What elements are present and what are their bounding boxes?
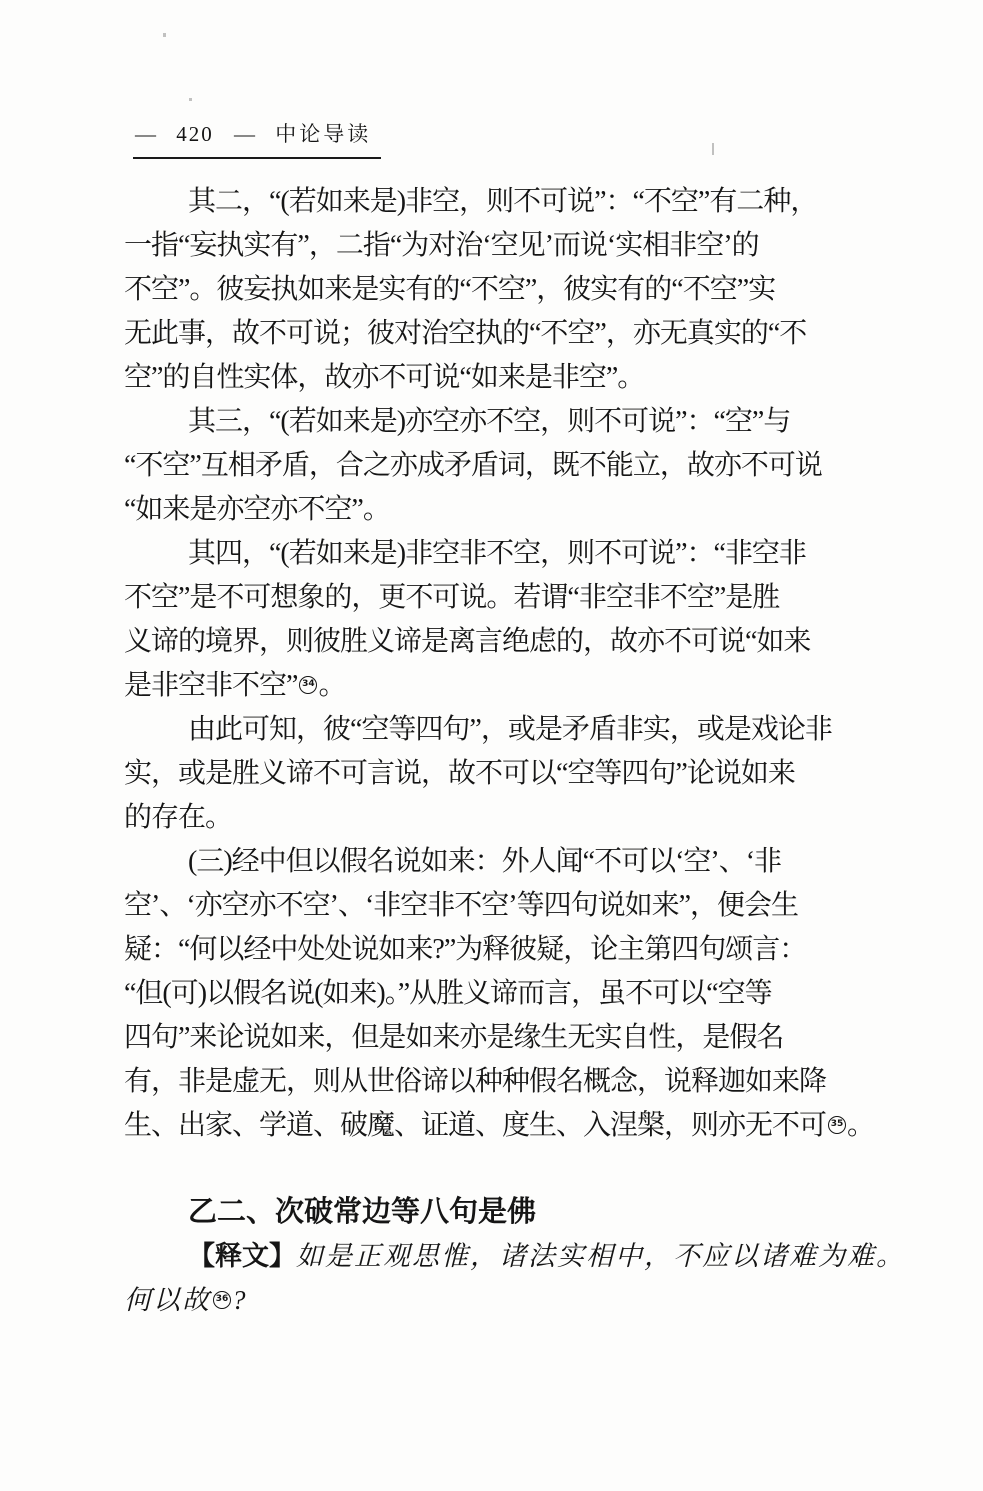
text-line: [124, 312, 894, 356]
text-segment: 何以故: [124, 1285, 211, 1315]
text-line: [124, 180, 894, 224]
text-line: [124, 972, 894, 1016]
text-segment: 。: [318, 670, 346, 701]
scan-speck: [189, 98, 192, 101]
text-segment: 实，或是胜义谛不可言说，故不可以“空等四句”论说如来: [124, 758, 795, 789]
text-segment: 。: [847, 1110, 875, 1141]
text-segment: “不空”互相矛盾，合之亦成矛盾词，既不能立，故亦不可说: [124, 450, 822, 481]
text-segment: 其三，“(若如来是)亦空亦不空，则不可说”：“空”与: [188, 406, 791, 437]
text-segment: 由此可知，彼“空等四句”，或是矛盾非实，或是戏论非: [188, 714, 832, 745]
text-line: [124, 444, 894, 488]
text-line: [124, 840, 894, 884]
text-segment: 【释文】: [188, 1241, 296, 1271]
text-segment: 义谛的境界，则彼胜义谛是离言绝虑的，故亦不可说“如来: [124, 626, 811, 657]
text-segment: (三)经中但以假名说如来：外人闻“不可以‘空’、‘非: [188, 846, 782, 877]
text-segment: 其二，“(若如来是)非空，则不可说”：“不空”有二种，: [188, 186, 818, 217]
text-segment: ?: [232, 1285, 248, 1315]
text-block: [124, 180, 905, 1322]
text-segment: 不空”是不可想象的，更不可说。若谓“非空非不空”是胜: [124, 582, 780, 613]
text-line: [124, 488, 894, 532]
text-line: [124, 1278, 894, 1322]
text-line: [124, 620, 894, 664]
text-line: [124, 268, 894, 312]
text-segment: 不空”。彼妄执如来是实有的“不空”，彼实有的“不空”实: [124, 274, 776, 305]
text-segment: 一指“妄执实有”，二指“为对治‘空见’而说‘实相非空’的: [124, 230, 759, 261]
header-dash-right: —: [234, 122, 255, 146]
text-line: [124, 532, 894, 576]
text-segment: 有，非是虚无，则从世俗谛以种种假名概念，说释迦如来降: [124, 1066, 827, 1097]
scan-speck: [712, 143, 714, 155]
section-heading: [124, 1190, 894, 1234]
footnote-ref: 34: [299, 676, 317, 694]
text-line: [124, 796, 894, 840]
text-segment: 的存在。: [124, 802, 233, 833]
text-line: [124, 224, 894, 268]
text-segment: 乙二、次破常边等八句是佛: [188, 1196, 537, 1228]
text-segment: 四句”来论说如来，但是如来亦是缘生无实自性，是假名: [124, 1022, 784, 1053]
text-segment: 空”的自性实体，故亦不可说“如来是非空”。: [124, 362, 645, 393]
page-number: 420: [176, 122, 214, 146]
footnote-ref: 35: [828, 1116, 846, 1134]
text-segment: 生、出家、学道、破魔、证道、度生、入涅槃，则亦无不可: [124, 1110, 827, 1141]
text-line: [124, 708, 894, 752]
text-segment: 疑：“何以经中处处说如来?”为释彼疑，论主第四句颂言：: [124, 934, 807, 965]
scan-speck: [163, 33, 166, 37]
book-title: 中论导读: [275, 122, 372, 146]
text-line: [124, 1060, 894, 1104]
text-segment: 无此事，故不可说；彼对治空执的“不空”，亦无真实的“不: [124, 318, 807, 349]
text-line: [124, 928, 894, 972]
text-segment: 其四，“(若如来是)非空非不空，则不可说”：“非空非: [188, 538, 806, 569]
text-line: [124, 884, 894, 928]
text-line: [124, 576, 894, 620]
text-line: [124, 400, 894, 444]
text-segment: 是非空非不空”: [124, 670, 298, 701]
text-line: [124, 752, 894, 796]
text-segment: “但(可)以假名说(如来)。”从胜义谛而言，虽不可以“空等: [124, 978, 772, 1009]
running-head: [133, 118, 381, 159]
footnote-ref: 36: [213, 1291, 231, 1309]
text-segment: 空’、‘亦空亦不空’、‘非空非不空’等四句说如来”，便会生: [124, 890, 799, 921]
header-dash-left: —: [135, 122, 156, 146]
text-line: [124, 1104, 894, 1148]
text-segment: “如来是亦空亦不空”。: [124, 494, 390, 525]
text-line: [124, 356, 894, 400]
text-segment: 如是正观思惟，诸法实相中，不应以诸难为难。: [296, 1241, 905, 1271]
text-line: [124, 664, 894, 708]
text-line: [124, 1016, 894, 1060]
text-line: [124, 1234, 905, 1278]
